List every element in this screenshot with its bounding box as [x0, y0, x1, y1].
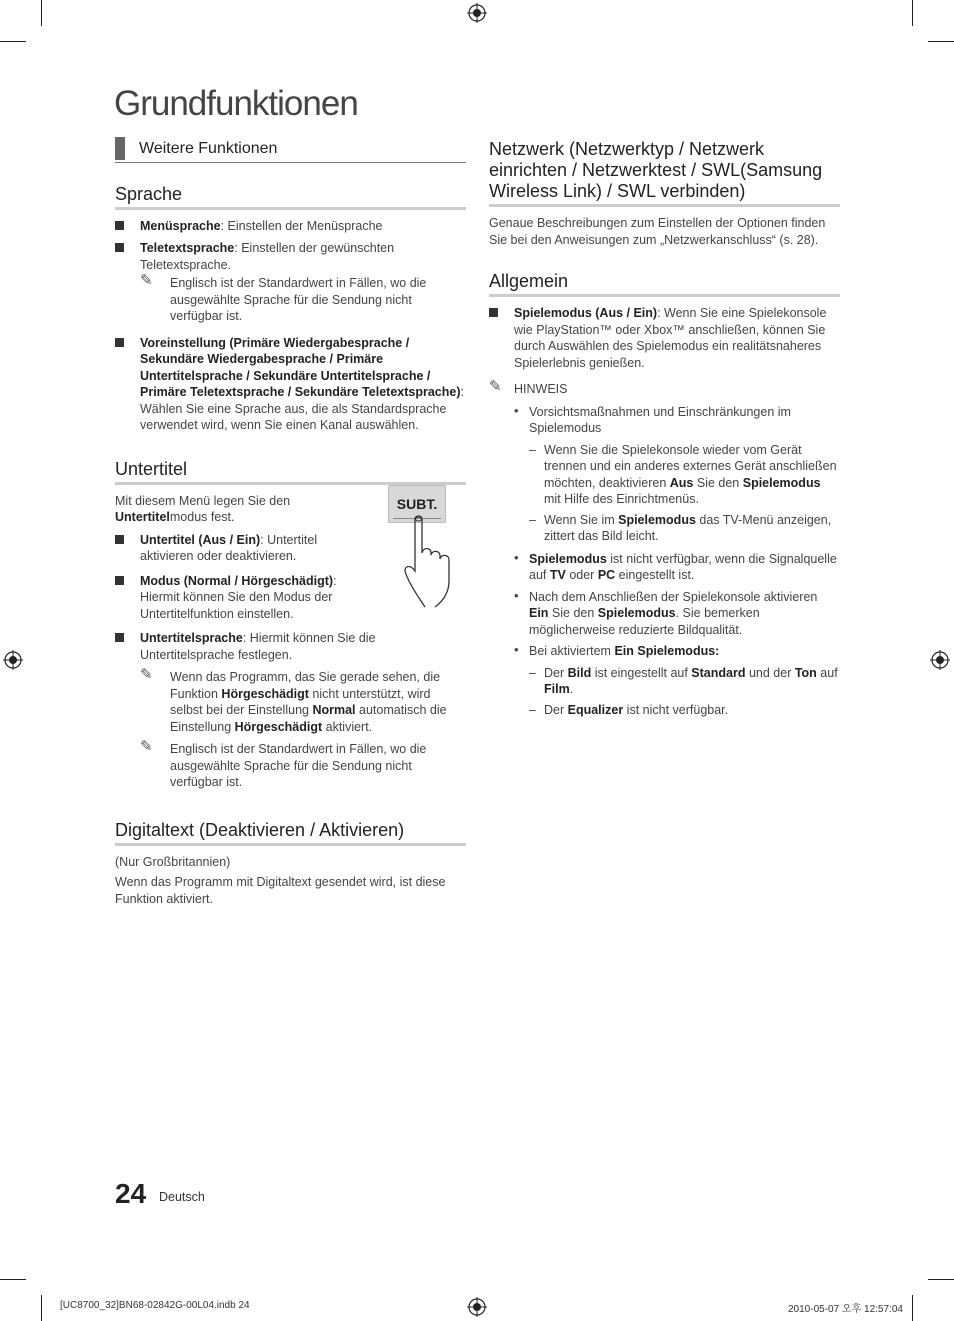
footer-date: 2010-05-07 오후 12:57:04	[788, 1304, 903, 1315]
netzwerk-heading: Netzwerk (Netzwerktyp / Netzwerk einrichten / Netzwerktest / SWL(Samsung Wireless Link) / SWL verbinden)	[489, 139, 840, 207]
crop-mark	[928, 41, 954, 42]
left-column	[115, 141, 466, 911]
allgemein-heading: Allgemein	[489, 270, 840, 297]
list-item: Voreinstellung (Primäre Wiedergabesprache / Sekundäre Wiedergabesprache / Primäre Untertitelsprache / Sekundäre Untertitelsprache / Primäre Teletextsprache / Sekundäre Teletextsprache): Wählen Sie eine Sprache aus, die als Standardsprache verwendet wird, wenn Sie einen Kanal auswählen.	[115, 335, 466, 434]
crop-mark	[912, 1295, 913, 1321]
list-item: Untertitel (Aus / Ein): Untertitel aktivieren oder deaktivieren.	[115, 532, 355, 565]
registration-mark-icon	[930, 650, 950, 670]
crop-mark	[0, 41, 26, 42]
bullet-square-icon	[115, 338, 124, 347]
untertitel-intro: Mit diesem Menü legen Sie den Untertitelmodus fest. Untertitel (Aus / Ein): Untertitel aktivieren oder deaktivieren. Modus (Normal / Hörgeschädigt): Hiermit können Sie den Modus der Untertitelfunktion einstellen.	[115, 493, 355, 623]
crop-mark	[0, 1279, 26, 1280]
bullet-square-icon	[115, 221, 124, 230]
list-item: • Nach dem Anschließen der Spielekonsole aktivieren Ein Sie den Spielemodus. Sie bemerken möglicherweise reduzierte Bildqualität.	[514, 587, 818, 637]
page-number: 24	[115, 1178, 147, 1209]
list-item: • Spielemodus ist nicht verfügbar, wenn die Signalquelle auf TV oder PC eingestellt ist.	[514, 549, 837, 582]
registration-mark-icon	[467, 3, 487, 23]
pencil-note-icon: ✎	[489, 378, 502, 395]
list-item: – Der Equalizer ist nicht verfügbar.	[529, 702, 729, 717]
crop-mark	[41, 0, 42, 26]
crop-mark	[928, 1279, 954, 1280]
digitaltext-text: Wenn das Programm mit Digitaltext gesendet wird, ist diese Funktion aktiviert.	[115, 875, 446, 906]
sprache-heading: Sprache	[115, 183, 466, 210]
right-column	[489, 139, 840, 722]
page-language: Deutsch	[159, 1190, 205, 1204]
page-title: Grundfunktionen	[114, 84, 358, 123]
footer-file: [UC8700_32]BN68-02842G-00L04.indb 24	[60, 1300, 250, 1311]
netzwerk-text: Genaue Beschreibungen zum Einstellen der Optionen finden Sie bei den Anweisungen zum „Netzwerkanschluss“ (s. 28).	[489, 216, 826, 247]
subt-button-label: SUBT.	[396, 495, 438, 512]
note: ✎ Englisch ist der Standardwert in Fällen, wo die ausgewählte Sprache für die Sendung nicht verfügbar ist.	[140, 272, 427, 323]
crop-mark	[912, 0, 913, 26]
list-item: Untertitelsprache: Hiermit können Sie die Untertitelsprache festlegen.	[115, 630, 466, 663]
note: ✎ Wenn das Programm, das Sie gerade sehen, die Funktion Hörgeschädigt nicht unterstützt, wird selbst bei der Einstellung Normal automatisch die Einstellung Hörgeschädigt aktiviert.	[140, 666, 447, 734]
list-item: Modus (Normal / Hörgeschädigt): Hiermit können Sie den Modus der Untertitelfunktion einstellen.	[115, 573, 355, 623]
bullet-square-icon	[115, 576, 124, 585]
list-item: • Vorsichtsmaßnahmen und Einschränkungen im Spielemodus	[514, 402, 791, 435]
note: ✎ Englisch ist der Standardwert in Fällen, wo die ausgewählte Sprache für die Sendung nicht verfügbar ist.	[140, 738, 427, 789]
list-item: Spielemodus (Aus / Ein): Wenn Sie eine Spielekonsole wie PlayStation™ oder Xbox™ anschließen, können Sie durch Auswählen des Spielemodus ein realitätsnaheres Spielerlebnis genießen.	[489, 305, 840, 371]
digitaltext-heading: Digitaltext (Deaktivieren / Aktivieren)	[115, 819, 466, 846]
crop-mark	[41, 1295, 42, 1321]
subt-remote-illustration	[385, 485, 455, 615]
pencil-note-icon: ✎	[140, 666, 153, 683]
list-item: – Der Bild ist eingestellt auf Standard und der Ton auf Film.	[529, 665, 838, 696]
untertitel-heading: Untertitel	[115, 458, 466, 485]
pencil-note-icon: ✎	[140, 272, 153, 289]
list-item: – Wenn Sie im Spielemodus das TV-Menü anzeigen, zittert das Bild leicht.	[529, 512, 832, 543]
bullet-square-icon	[489, 308, 498, 317]
hinweis-note: ✎ HINWEIS	[489, 378, 568, 396]
registration-mark-icon	[467, 1297, 487, 1317]
list-item: Teletextsprache: Einstellen der gewünschten Teletextsprache.	[115, 240, 466, 273]
pencil-note-icon: ✎	[140, 738, 153, 755]
registration-mark-icon	[3, 650, 23, 670]
digitaltext-region: (Nur Großbritannien)	[115, 854, 231, 869]
section-label: Weitere Funktionen	[115, 141, 466, 163]
bullet-square-icon	[115, 535, 124, 544]
pointing-hand-icon	[403, 513, 463, 609]
list-item: • Bei aktiviertem Ein Spielemodus:	[514, 642, 720, 658]
bullet-square-icon	[115, 633, 124, 642]
bullet-square-icon	[115, 243, 124, 252]
list-item: Menüsprache: Einstellen der Menüsprache	[115, 218, 466, 235]
list-item: – Wenn Sie die Spielekonsole wieder vom Gerät trennen und ein anderes externes Gerät anschließen möchten, deaktivieren Aus Sie den Spielemodus mit Hilfe des Einrichtmenüs.	[529, 442, 837, 506]
